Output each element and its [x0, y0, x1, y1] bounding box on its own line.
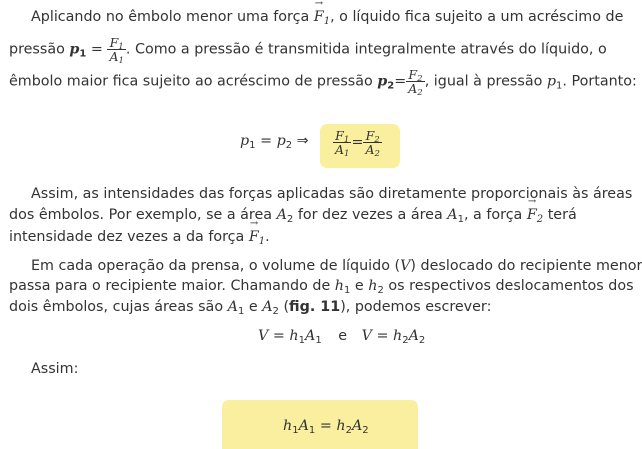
equation-ratio: $\frac{F_1}{A_1}$ = $\frac{F_2}{A_2}$: [335, 128, 380, 159]
paragraph-2-line-2: dos êmbolos. Por exemplo, se a área $A_2$ for dez vezes a área $A_1$, a força → $F_2$ terá: [9, 206, 577, 224]
fraction-f2-a2: $\frac{F_2}{A_2}$: [408, 67, 423, 98]
paragraph-2-line-1: Assim, as intensidades das forças aplicadas são diretamente proporcionais às áreas: [31, 186, 633, 202]
equation-pressure: $p_1 = p_2$ ⇒: [240, 133, 309, 151]
equation-volume: $V = h_1A_1$ e $V = h_2A_2$: [258, 328, 426, 346]
paragraph-3-line-1: Em cada operação da prensa, o volume de líquido (V) deslocado do recipiente menor: [31, 258, 642, 274]
paragraph-2-line-3: intensidade dez vezes a da força → $F_1$.: [9, 228, 270, 246]
text: Aplicando no êmbolo menor uma força: [31, 9, 314, 25]
implies-arrow: ⇒: [292, 133, 309, 149]
paragraph-3-line-3: dois êmbolos, cujas áreas são $A_1$ e $A_2$ (fig. 11), podemos escrever:: [9, 299, 492, 317]
figure-reference[interactable]: fig. 11: [289, 299, 341, 315]
paragraph-1-line-3: êmbolo maior fica sujeito ao acréscimo de pressão $p_2=$ $\frac{F_2}{A_2}$ , igual à pressão $p_1$. Portanto:: [9, 67, 637, 98]
paragraph-1-line-2: pressão $p_1$ = $\frac{F_1}{A_1}$ . Como a pressão é transmitida integralmente através do líquido, o: [9, 35, 607, 66]
equation-displacement: $h_1A_1 = h_2A_2$: [283, 418, 369, 436]
paragraph-1-line-1: Aplicando no êmbolo menor uma força → $F_1$, o líquido fica sujeito a um acréscimo de: [31, 8, 623, 26]
paragraph-3-line-2: passa para o recipiente maior. Chamando de $h_1$ e $h_2$ os respectivos deslocamentos dos: [9, 278, 634, 296]
fraction-f1-a1: $\frac{F_1}{A_1}$: [109, 35, 124, 66]
force-vector: → F: [527, 206, 537, 224]
force-vector: → F: [249, 228, 259, 246]
text: , o líquido fica sujeito a um acréscimo de: [330, 9, 624, 25]
force-vector: → F: [314, 8, 324, 26]
paragraph-4: Assim:: [31, 361, 79, 377]
